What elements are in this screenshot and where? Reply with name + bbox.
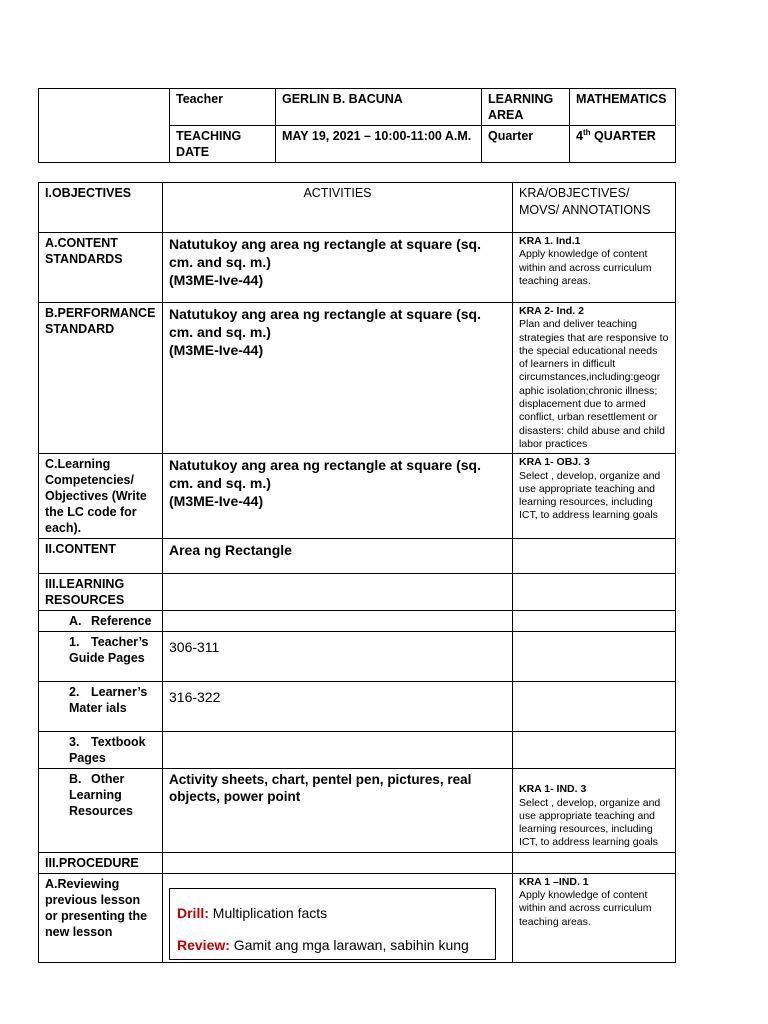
other-resources-activity: Activity sheets, chart, pentel pen, pictures, real objects, power point: [163, 769, 513, 852]
performance-standard-kra: KRA 2- Ind. 2 Plan and deliver teaching strategies that are responsive to the special educational needs of learners in difficult circumstances,including:geogr aphic isolation;chronic illness; displacement due to armed conflict, urban resettlement or disasters: child abuse and child labor practices: [513, 303, 676, 454]
content-label: II.CONTENT: [39, 539, 163, 574]
competencies-activity: Natutukoy ang area ng rectangle at square (sq. cm. and sq. m.) (M3ME-Ive-44): [163, 454, 513, 539]
teaching-date-value: MAY 19, 2021 – 10:00-11:00 A.M.: [276, 126, 482, 163]
competencies-label: C.Learning Competencies/ Objectives (Write the LC code for each).: [39, 454, 163, 539]
kra-header: KRA/OBJECTIVES/ MOVS/ ANNOTATIONS: [513, 183, 676, 233]
table-row: [39, 303, 676, 454]
reference-label: A. Reference: [39, 611, 163, 632]
teacher-name: GERLIN B. BACUNA: [276, 89, 482, 126]
table-row: [39, 732, 676, 769]
table-row: [39, 233, 676, 303]
table-row: [39, 682, 676, 732]
content-activity: Area ng Rectangle: [163, 539, 513, 574]
table-row: [39, 611, 676, 632]
objectives-header: I.OBJECTIVES: [39, 183, 163, 233]
performance-standard-label: B.PERFORMANCE STANDARD: [39, 303, 163, 454]
learning-area-value: MATHEMATICS: [570, 89, 676, 126]
drill-text: Multiplication facts: [208, 904, 328, 921]
review-text: Gamit ang mga larawan, sabihin kung: [229, 936, 469, 953]
table-row: [39, 632, 676, 682]
learning-resources-label: III.LEARNING RESOURCES: [39, 574, 163, 611]
learners-materials-pages: 316-322: [163, 682, 513, 732]
teacher-label: Teacher: [170, 89, 276, 126]
header-blank-cell: [39, 89, 170, 163]
drill-label: Drill:: [177, 904, 209, 921]
learners-materials-label: 2. Learner’s Mater ials: [39, 682, 163, 732]
learning-area-label: LEARNING AREA: [482, 89, 570, 126]
table-row: [39, 539, 676, 574]
activities-header: ACTIVITIES: [163, 183, 513, 233]
teachers-guide-label: 1. Teacher’s Guide Pages: [39, 632, 163, 682]
other-resources-label: B. Other Learning Resources: [39, 769, 163, 852]
teachers-guide-pages: 306-311: [163, 632, 513, 682]
review-label: Review:: [177, 936, 230, 953]
other-resources-kra: KRA 1- IND. 3 Select , develop, organize and use appropriate teaching and learning resources, including ICT, to address learning goals: [513, 769, 676, 852]
procedure-label: III.PROCEDURE: [39, 852, 163, 873]
table-row: [39, 852, 676, 873]
content-kra: [513, 539, 676, 574]
table-row: [39, 769, 676, 852]
content-standards-kra: KRA 1. Ind.1 Apply knowledge of content within and across curriculum teaching areas.: [513, 233, 676, 303]
drill-review-box: [169, 888, 496, 960]
table-header-row: [39, 183, 676, 233]
table-row: [39, 574, 676, 611]
header-table: [38, 88, 676, 163]
reviewing-label: A.Reviewing previous lesson or presenting the new lesson: [39, 873, 163, 962]
content-standards-label: A.CONTENT STANDARDS: [39, 233, 163, 303]
competencies-kra: KRA 1- OBJ. 3 Select , develop, organize and use appropriate teaching and learning resources, including ICT, to address learning goals: [513, 454, 676, 539]
reviewing-kra: KRA 1 –IND. 1 Apply knowledge of content within and across curriculum teaching areas.: [513, 873, 676, 962]
table-row: [39, 454, 676, 539]
quarter-label: Quarter: [482, 126, 570, 163]
textbook-label: 3. Textbook Pages: [39, 732, 163, 769]
teaching-date-label: TEACHING DATE: [170, 126, 276, 163]
performance-standard-activity: Natutukoy ang area ng rectangle at square (sq. cm. and sq. m.) (M3ME-Ive-44): [163, 303, 513, 454]
lesson-plan-table: [38, 182, 676, 963]
content-standards-activity: Natutukoy ang area ng rectangle at square (sq. cm. and sq. m.) (M3ME-Ive-44): [163, 233, 513, 303]
quarter-value: 4th QUARTER: [570, 126, 676, 163]
reviewing-activity: [163, 873, 513, 962]
table-row: [39, 873, 676, 962]
